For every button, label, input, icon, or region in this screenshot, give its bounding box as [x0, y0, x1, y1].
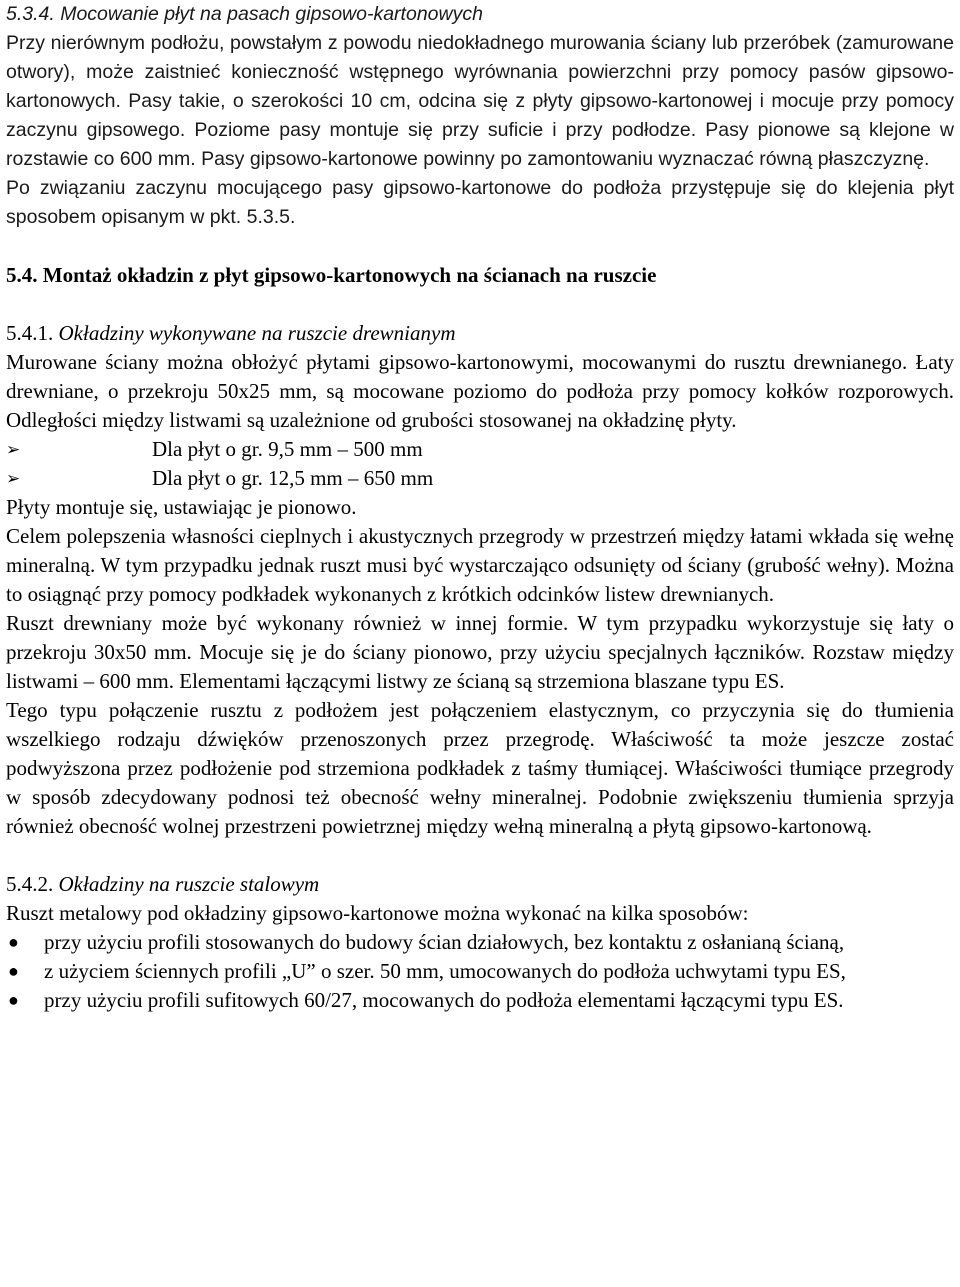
list-item-text: z użyciem ściennych profili „U” o szer. 50 mm, umocowanych do podłoża uchwytami typu ES,: [44, 959, 846, 983]
section-heading-5-4-1: [6, 319, 954, 348]
paragraph: Ruszt drewniany może być wykonany również w innej formie. W tym przypadku wykorzystuje się łaty o przekroju 30x50 mm. Mocuje się je do ściany pionowo, przy użyciu specjalnych łączników. Rozstaw między listwami – 600 mm. Elementami łączącymi listwy ze ścianą są strzemiona blaszane typu ES.: [6, 611, 954, 693]
list-item: [6, 957, 954, 986]
bullet-icon: ●: [8, 932, 19, 952]
list-item: [6, 435, 954, 464]
paragraph: Po związaniu zaczynu mocującego pasy gipsowo-kartonowe do podłoża przystępuje się do klejenia płyt sposobem opisanym w pkt. 5.3.5.: [6, 177, 954, 228]
list-item: [6, 928, 954, 957]
paragraph: Przy nierównym podłożu, powstałym z powodu niedokładnego murowania ściany lub przeróbek (zamurowane otwory), może zaistnieć konieczność wstępnego wyrównania powierzchni przy pomocy pasów gipsowo-kartonowych. Pasy takie, o szerokości 10 cm, odcina się z płyty gipsowo-kartonowej i mocuje przy pomocy zaczynu gipsowego. Poziome pasy montuje się przy suficie i przy podłodze. Pasy pionowe są klejone w rozstawie co 600 mm. Pasy gipsowo-kartonowe powinny po zamontowaniu wyznaczać równą płaszczyznę.: [6, 32, 954, 170]
arrow-bullet-icon: ➢: [6, 440, 21, 459]
list-item-text: przy użyciu profili stosowanych do budowy ścian działowych, bez kontaktu z osłanianą ścianą,: [44, 930, 845, 954]
section-5-4-2: [6, 870, 954, 1015]
section-5-4-1: [6, 319, 954, 841]
section-number: 5.4.2.: [6, 872, 54, 896]
list-item-text: przy użyciu profili sufitowych 60/27, mocowanych do podłoża elementami łączącymi typu ES.: [44, 988, 844, 1012]
list-item-text: Dla płyt o gr. 9,5 mm – 500 mm: [152, 437, 423, 461]
paragraph: Płyty montuje się, ustawiając je pionowo.: [6, 495, 357, 519]
section-number: 5.4.1.: [6, 321, 54, 345]
section-heading-5-4-2: [6, 870, 954, 899]
list-item: [6, 464, 954, 493]
list-item-text: Dla płyt o gr. 12,5 mm – 650 mm: [152, 466, 434, 490]
bullet-icon: ●: [8, 961, 19, 981]
paragraph: Celem polepszenia własności cieplnych i akustycznych przegrody w przestrzeń między łatami wkłada się wełnę mineralną. W tym przypadku jednak ruszt musi być wystarczająco odsunięty od ściany (grubość wełny). Można to osiągnąć przy pomocy podkładek wykonanych z krótkich odcinków listew drewnianych.: [6, 524, 954, 606]
section-title: Okładziny na ruszcie stalowym: [58, 872, 320, 896]
bullet-icon: ●: [8, 990, 19, 1010]
list-item: [6, 986, 954, 1015]
section-heading-5-4: 5.4. Montaż okładzin z płyt gipsowo-kartonowych na ścianach na ruszcie: [6, 263, 657, 287]
paragraph: Ruszt metalowy pod okładziny gipsowo-kartonowe można wykonać na kilka sposobów:: [6, 901, 749, 925]
section-heading-5-3-4: 5.3.4. Mocowanie płyt na pasach gipsowo-kartonowych: [6, 3, 483, 25]
paragraph: Tego typu połączenie rusztu z podłożem jest połączeniem elastycznym, co przyczynia się do tłumienia wszelkiego rodzaju dźwięków przenoszonych przez przegrodę. Właściwość ta może jeszcze zostać podwyższona przez podłożenie pod strzemiona podkładek z taśmy tłumiącej. Właściwości tłumiące przegrody w sposób zdecydowany podnosi też obecność wełny mineralnej. Podobnie zwiększeniu tłumienia sprzyja również obecność wolnej przestrzeni powietrznej między wełną mineralną a płytą gipsowo-kartonową.: [6, 698, 954, 838]
paragraph: Murowane ściany można obłożyć płytami gipsowo-kartonowymi, mocowanymi do rusztu drewnianego. Łaty drewniane, o przekroju 50x25 mm, są mocowane poziomo do podłoża przy pomocy kołków rozporowych. Odległości między listwami są uzależnione od grubości stosowanej na okładzinę płyty.: [6, 350, 954, 432]
document-page: [6, 0, 954, 1015]
section-5-3-4: [6, 0, 954, 232]
section-title: Okładziny wykonywane na ruszcie drewnianym: [58, 321, 456, 345]
bullet-list: [6, 928, 954, 1015]
arrow-list: [6, 435, 954, 493]
arrow-bullet-icon: ➢: [6, 469, 21, 488]
